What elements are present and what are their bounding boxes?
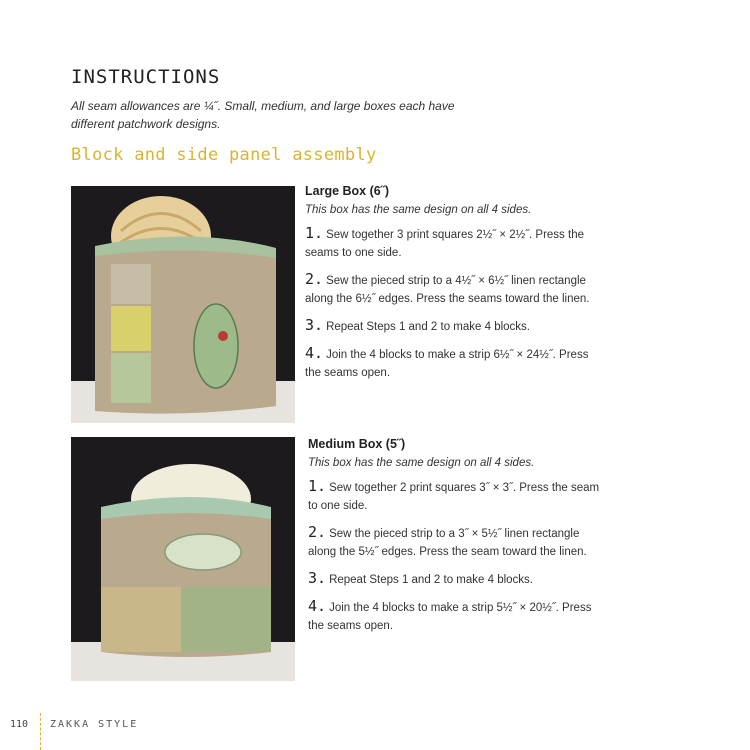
intro-text: All seam allowances are ¼˝. Small, medium, and large boxes each have different patchwork designs.: [71, 99, 455, 131]
step-item: [308, 569, 608, 589]
large-box-note: This box has the same design on all 4 sides.: [305, 204, 532, 216]
step-number: 4.: [305, 344, 324, 362]
medium-box-steps: [308, 477, 608, 635]
step-text: Sew the pieced strip to a 3˝ × 5½˝ linen rectangle along the 5½˝ edges. Press the seam toward the linen.: [308, 528, 587, 558]
step-text: Repeat Steps 1 and 2 to make 4 blocks.: [329, 574, 533, 586]
step-text: Sew together 2 print squares 3˝ × 3˝. Press the seam to one side.: [308, 482, 600, 512]
large-box-illustration: [71, 186, 295, 423]
step-number: 1.: [305, 224, 324, 242]
step-number: 2.: [308, 523, 327, 541]
page-number: 110: [10, 719, 29, 730]
step-number: 3.: [308, 569, 327, 587]
large-box-steps: [305, 224, 605, 382]
step-number: 1.: [308, 477, 327, 495]
medium-box-photo: [71, 437, 295, 681]
large-box-title: Large Box (6˝): [305, 184, 390, 198]
large-box-photo: [71, 186, 295, 423]
large-box-section: [305, 184, 605, 390]
section-subheading: Block and side panel assembly: [71, 145, 377, 165]
footer-divider: [40, 713, 41, 750]
step-item: [305, 270, 605, 308]
step-text: Repeat Steps 1 and 2 to make 4 blocks.: [326, 321, 530, 333]
book-title: ZAKKA STYLE: [50, 719, 139, 730]
step-number: 2.: [305, 270, 324, 288]
step-number: 3.: [305, 316, 324, 334]
medium-box-illustration: [71, 437, 295, 681]
step-item: [308, 597, 608, 635]
step-item: [305, 224, 605, 262]
step-number: 4.: [308, 597, 327, 615]
step-text: Join the 4 blocks to make a strip 5½˝ × 20½˝. Press the seams open.: [308, 602, 592, 632]
step-text: Sew together 3 print squares 2½˝ × 2½˝. Press the seams to one side.: [305, 229, 584, 259]
step-item: [305, 316, 605, 336]
step-item: [308, 477, 608, 515]
step-text: Sew the pieced strip to a 4½˝ × 6½˝ linen rectangle along the 6½˝ edges. Press the seams toward the linen.: [305, 275, 590, 305]
medium-box-section: [308, 437, 608, 643]
medium-box-note: This box has the same design on all 4 sides.: [308, 457, 535, 469]
step-item: [308, 523, 608, 561]
page-heading: INSTRUCTIONS: [71, 66, 221, 88]
step-item: [305, 344, 605, 382]
step-text: Join the 4 blocks to make a strip 6½˝ × 24½˝. Press the seams open.: [305, 349, 589, 379]
medium-box-title: Medium Box (5˝): [308, 437, 406, 451]
